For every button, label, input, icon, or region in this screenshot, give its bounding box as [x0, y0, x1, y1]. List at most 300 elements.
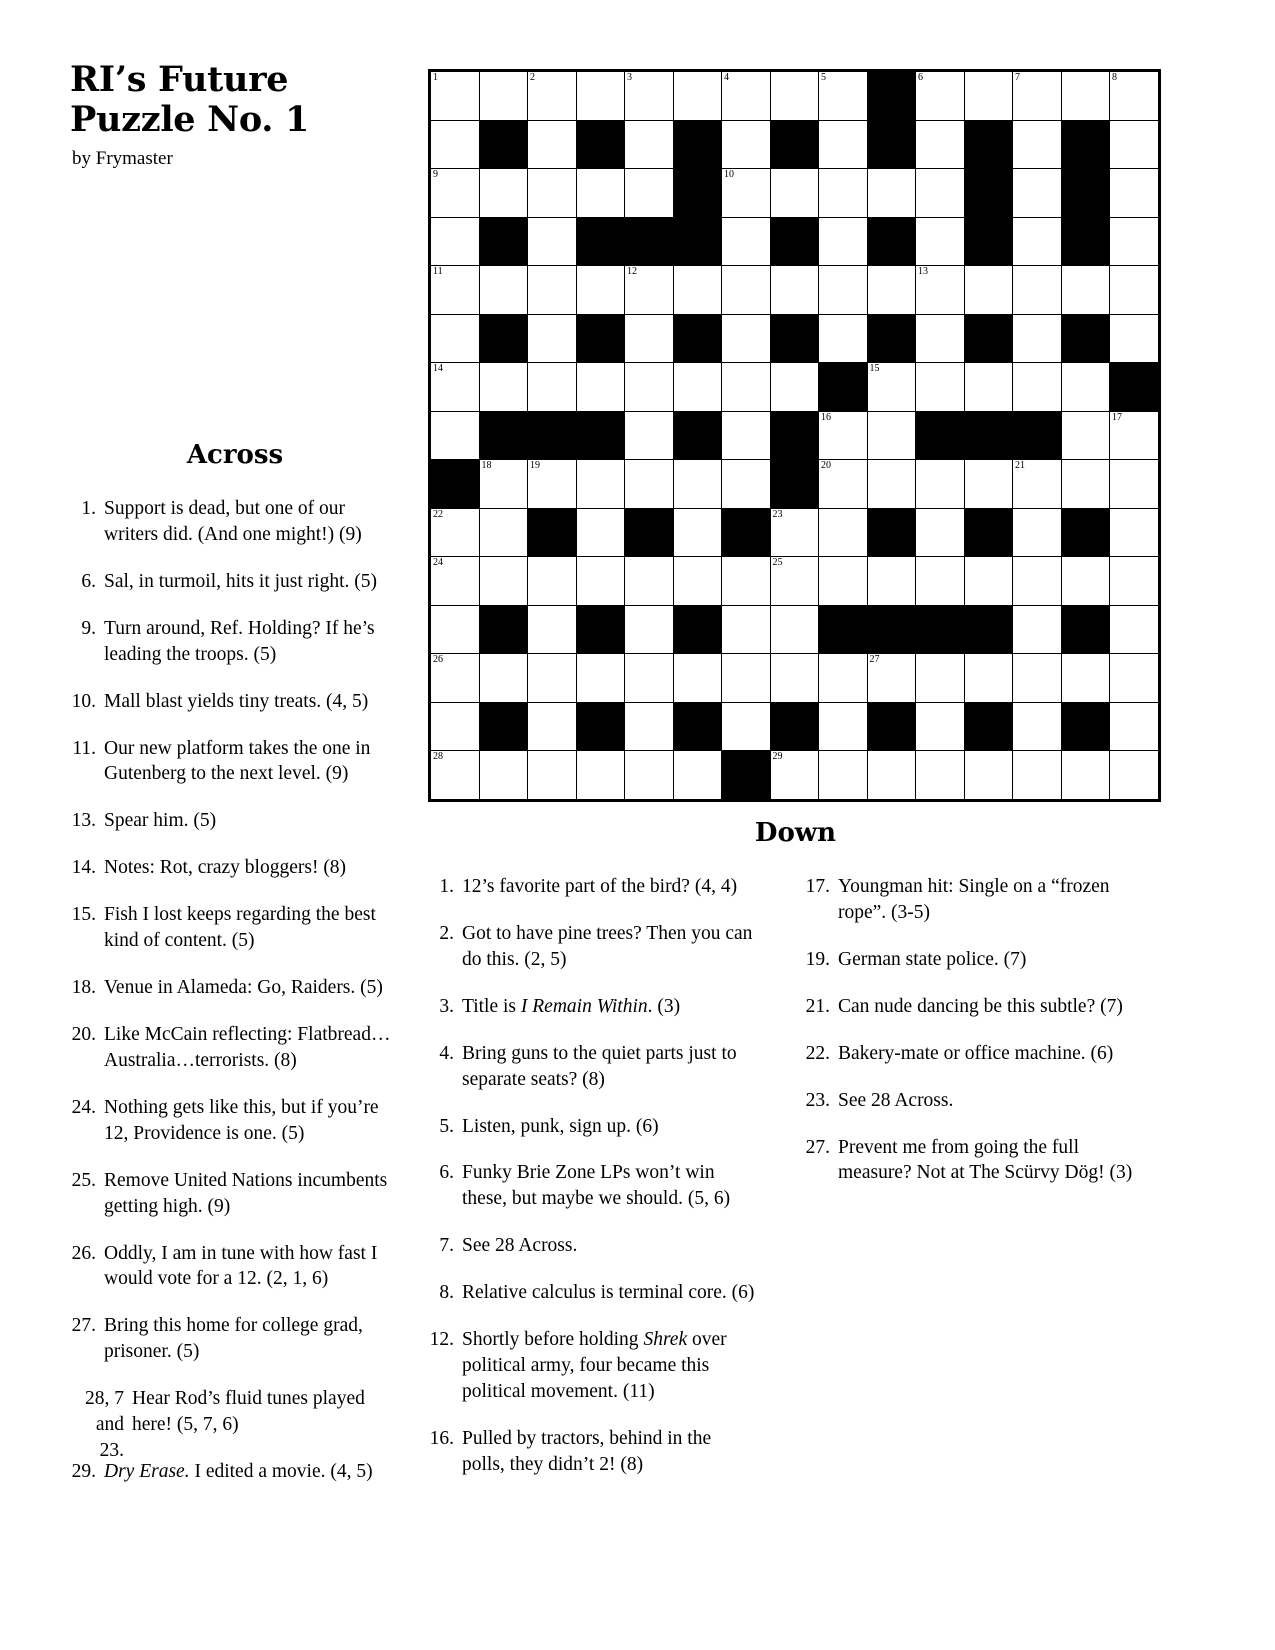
- grid-cell[interactable]: [1110, 72, 1159, 121]
- grid-cell[interactable]: [1110, 460, 1159, 509]
- grid-cell[interactable]: [673, 72, 722, 121]
- grid-cell[interactable]: [867, 557, 916, 606]
- down-clue-text: Relative calculus is terminal core. (6): [462, 1282, 755, 1304]
- grid-cell-block: [964, 120, 1013, 169]
- grid-cell[interactable]: [1110, 508, 1159, 557]
- down-clue-number: 8.: [439, 1282, 454, 1304]
- grid-cell[interactable]: [964, 72, 1013, 121]
- grid-cell[interactable]: [916, 314, 965, 363]
- down-clue-number: 17.: [805, 876, 830, 897]
- grid-cell[interactable]: [625, 411, 674, 460]
- grid-cell[interactable]: [1110, 266, 1159, 315]
- grid-cell[interactable]: [722, 557, 771, 606]
- grid-cell-number: 23: [772, 508, 783, 520]
- grid-cell[interactable]: [722, 72, 771, 121]
- grid-cell[interactable]: [819, 654, 868, 703]
- title-line-1: RI’s Future: [70, 59, 289, 100]
- grid-cell[interactable]: [722, 314, 771, 363]
- down-clue-item[interactable]: [428, 1114, 758, 1140]
- grid-cell-block: [576, 120, 625, 169]
- across-clue-item[interactable]: [70, 808, 400, 834]
- grid-cell[interactable]: [916, 363, 965, 412]
- grid-cell[interactable]: [625, 169, 674, 218]
- grid-cell[interactable]: [1061, 363, 1110, 412]
- across-clue-text: Notes: Rot, crazy bloggers! (8): [104, 857, 347, 879]
- grid-cell[interactable]: [479, 557, 528, 606]
- across-clue-text: Support is dead, but one of our writers did. (And one might!) (9): [104, 498, 362, 545]
- down-clue-text: Can nude dancing be this subtle? (7): [838, 995, 1123, 1017]
- grid-cell[interactable]: [916, 266, 965, 315]
- grid-row: [431, 266, 1159, 315]
- grid-cell[interactable]: [1013, 557, 1062, 606]
- grid-cell-number: 13: [918, 266, 928, 277]
- grid-cell-block: [770, 411, 819, 460]
- grid-cell-number: 8: [1112, 72, 1117, 83]
- grid-cell[interactable]: [431, 217, 480, 266]
- grid-cell[interactable]: [479, 266, 528, 315]
- grid-cell-number: 22: [433, 508, 443, 520]
- grid-cell[interactable]: [964, 460, 1013, 509]
- grid-cell[interactable]: [673, 508, 722, 557]
- title-block: [70, 60, 410, 170]
- grid-cell-block: [819, 605, 868, 654]
- grid-cell[interactable]: [431, 702, 480, 751]
- grid-cell[interactable]: [770, 654, 819, 703]
- grid-cell[interactable]: [916, 72, 965, 121]
- grid-cell-block: [528, 508, 577, 557]
- grid-cell-block: [722, 508, 771, 557]
- grid-cell[interactable]: [1013, 751, 1062, 800]
- grid-cell[interactable]: [528, 120, 577, 169]
- grid-cell[interactable]: [770, 72, 819, 121]
- grid-cell-block: [673, 702, 722, 751]
- grid-cell-block: [770, 314, 819, 363]
- grid-cell[interactable]: [625, 314, 674, 363]
- grid-cell[interactable]: [625, 654, 674, 703]
- across-clue-item[interactable]: [70, 1241, 400, 1293]
- grid-cell[interactable]: [916, 702, 965, 751]
- grid-cell[interactable]: [528, 266, 577, 315]
- grid-cell[interactable]: [479, 363, 528, 412]
- down-clue-text: Bring guns to the quiet parts just to separate seats? (8): [462, 1042, 737, 1090]
- down-column-right: [804, 874, 1134, 1499]
- grid-cell[interactable]: [625, 460, 674, 509]
- grid-cell-number: 3: [627, 72, 632, 83]
- down-clue-text: Got to have pine trees? Then you can do this. (2, 5): [462, 922, 753, 970]
- grid-cell-block: [576, 702, 625, 751]
- grid-cell[interactable]: [625, 557, 674, 606]
- grid-cell[interactable]: [867, 751, 916, 800]
- down-clue-item[interactable]: [804, 874, 1134, 926]
- across-clue-italic: Dry Erase.: [104, 1461, 190, 1483]
- grid-cell[interactable]: [576, 557, 625, 606]
- grid-cell[interactable]: [916, 460, 965, 509]
- down-clue-item[interactable]: [428, 874, 758, 900]
- down-clue-item[interactable]: [428, 1426, 758, 1478]
- grid-cell[interactable]: [722, 605, 771, 654]
- across-clue-number: 14.: [71, 857, 96, 879]
- across-clue-item[interactable]: [70, 1168, 400, 1220]
- grid-cell[interactable]: [722, 411, 771, 460]
- crossword-grid[interactable]: [430, 71, 1159, 800]
- grid-cell-number: 24: [433, 557, 443, 568]
- down-clue-item[interactable]: [428, 1280, 758, 1306]
- grid-cell[interactable]: [528, 702, 577, 751]
- across-clue-item[interactable]: [70, 569, 400, 595]
- grid-cell[interactable]: [916, 169, 965, 218]
- grid-cell[interactable]: [1061, 460, 1110, 509]
- across-clue-number: 6.: [81, 570, 96, 592]
- grid-cell[interactable]: [1110, 557, 1159, 606]
- down-clue-item[interactable]: [428, 1160, 758, 1212]
- grid-cell[interactable]: [1013, 120, 1062, 169]
- grid-cell[interactable]: [819, 217, 868, 266]
- grid-row: [431, 654, 1159, 703]
- grid-row: [431, 605, 1159, 654]
- across-clue-item[interactable]: [70, 616, 400, 668]
- across-clue-item[interactable]: [70, 1459, 400, 1485]
- grid-cell-block: [431, 460, 480, 509]
- across-clue-number: 9.: [81, 617, 96, 639]
- grid-cell-number: 17: [1112, 411, 1122, 423]
- grid-cell[interactable]: [819, 751, 868, 800]
- grid-cell[interactable]: [1013, 217, 1062, 266]
- across-clue-item[interactable]: [70, 736, 400, 788]
- across-clue-number: 10.: [71, 690, 96, 712]
- grid-cell[interactable]: [867, 460, 916, 509]
- down-clue-number: 4.: [439, 1042, 454, 1064]
- across-clue-item[interactable]: [70, 1095, 400, 1147]
- grid-cell[interactable]: [1110, 702, 1159, 751]
- grid-cell-block: [867, 72, 916, 121]
- grid-cell[interactable]: [479, 751, 528, 800]
- down-clue-text: See 28 Across.: [462, 1235, 578, 1257]
- grid-cell[interactable]: [819, 508, 868, 557]
- grid-cell[interactable]: [625, 120, 674, 169]
- grid-cell[interactable]: [673, 363, 722, 412]
- grid-cell[interactable]: [819, 460, 868, 509]
- grid-row: [431, 411, 1159, 460]
- grid-cell[interactable]: [964, 363, 1013, 412]
- grid-cell[interactable]: [1013, 508, 1062, 557]
- grid-cell[interactable]: [722, 169, 771, 218]
- grid-cell[interactable]: [1013, 460, 1062, 509]
- down-clue-text: Listen, punk, sign up. (6): [462, 1115, 659, 1137]
- grid-cell[interactable]: [673, 751, 722, 800]
- grid-cell[interactable]: [479, 72, 528, 121]
- grid-cell[interactable]: [1110, 654, 1159, 703]
- grid-cell[interactable]: [1110, 605, 1159, 654]
- down-clue-number: 3.: [439, 995, 454, 1017]
- grid-cell[interactable]: [528, 314, 577, 363]
- grid-cell[interactable]: [431, 314, 480, 363]
- across-clue-text: Turn around, Ref. Holding? If he’s leading the troops. (5): [104, 617, 375, 665]
- grid-cell[interactable]: [770, 605, 819, 654]
- grid-cell-block: [964, 169, 1013, 218]
- grid-cell[interactable]: [625, 363, 674, 412]
- down-clue-item[interactable]: [804, 994, 1134, 1020]
- grid-cell[interactable]: [625, 266, 674, 315]
- grid-cell[interactable]: [770, 169, 819, 218]
- down-clue-number: 5.: [439, 1115, 454, 1137]
- across-clue-item[interactable]: [70, 1022, 400, 1074]
- grid-cell-block: [479, 120, 528, 169]
- grid-cell[interactable]: [1061, 751, 1110, 800]
- grid-cell[interactable]: [528, 605, 577, 654]
- grid-cell[interactable]: [431, 266, 480, 315]
- down-clue-number: 23.: [805, 1089, 830, 1111]
- grid-cell[interactable]: [916, 557, 965, 606]
- grid-cell[interactable]: [867, 266, 916, 315]
- grid-cell[interactable]: [722, 702, 771, 751]
- grid-cell[interactable]: [867, 411, 916, 460]
- grid-cell-block: [770, 217, 819, 266]
- grid-cell-block: [673, 314, 722, 363]
- across-clue-number: 13.: [71, 810, 96, 832]
- grid-cell-block: [722, 751, 771, 800]
- across-clue-item[interactable]: [70, 855, 400, 881]
- grid-cell[interactable]: [819, 120, 868, 169]
- across-clue-item[interactable]: [70, 1313, 400, 1365]
- grid-cell-block: [964, 702, 1013, 751]
- grid-cell[interactable]: [819, 411, 868, 460]
- grid-cell[interactable]: [916, 508, 965, 557]
- down-clue-item[interactable]: [804, 947, 1134, 973]
- grid-cell[interactable]: [722, 363, 771, 412]
- grid-cell-block: [576, 217, 625, 266]
- grid-cell[interactable]: [431, 363, 480, 412]
- down-column-left: [428, 874, 758, 1499]
- grid-cell[interactable]: [528, 72, 577, 121]
- grid-cell-block: [673, 411, 722, 460]
- grid-row: [431, 508, 1159, 557]
- down-clue-list-right: [804, 874, 1134, 1186]
- grid-cell[interactable]: [673, 557, 722, 606]
- grid-cell[interactable]: [770, 363, 819, 412]
- grid-cell[interactable]: [431, 557, 480, 606]
- down-clue-italic: I Remain Within: [520, 995, 648, 1017]
- grid-cell-block: [479, 411, 528, 460]
- grid-cell[interactable]: [867, 363, 916, 412]
- grid-cell-block: [867, 120, 916, 169]
- grid-cell[interactable]: [576, 751, 625, 800]
- across-clue-number: 11.: [72, 737, 96, 759]
- page-title: [70, 60, 410, 140]
- grid-cell[interactable]: [770, 557, 819, 606]
- across-clue-item[interactable]: [70, 496, 400, 548]
- grid-cell[interactable]: [819, 314, 868, 363]
- grid-cell[interactable]: [576, 266, 625, 315]
- across-clue-text: Like McCain reflecting: Flatbread… Australia…terrorists. (8): [104, 1023, 391, 1071]
- grid-cell[interactable]: [1110, 217, 1159, 266]
- grid-cell[interactable]: [1061, 654, 1110, 703]
- grid-cell[interactable]: [431, 169, 480, 218]
- grid-cell-block: [867, 508, 916, 557]
- grid-cell[interactable]: [431, 411, 480, 460]
- down-clue-list-left: [428, 874, 758, 1478]
- grid-cell[interactable]: [722, 266, 771, 315]
- grid-cell[interactable]: [576, 169, 625, 218]
- across-clue-text: Nothing gets like this, but if you’re 12, Providence is one. (5): [104, 1096, 379, 1144]
- grid-cell[interactable]: [1110, 411, 1159, 460]
- down-clue-item[interactable]: [428, 994, 758, 1020]
- grid-cell[interactable]: [576, 460, 625, 509]
- grid-cell-number: 10: [724, 169, 734, 180]
- grid-cell[interactable]: [722, 217, 771, 266]
- grid-cell[interactable]: [770, 508, 819, 557]
- grid-cell[interactable]: [1061, 411, 1110, 460]
- crossword-grid-container: [428, 69, 1161, 807]
- grid-cell[interactable]: [1013, 72, 1062, 121]
- grid-cell[interactable]: [576, 72, 625, 121]
- grid-cell[interactable]: [867, 169, 916, 218]
- across-clue-item[interactable]: [70, 689, 400, 715]
- down-clue-item[interactable]: [804, 1135, 1134, 1187]
- grid-cell[interactable]: [673, 460, 722, 509]
- grid-cell[interactable]: [770, 266, 819, 315]
- grid-cell[interactable]: [819, 169, 868, 218]
- grid-cell[interactable]: [819, 557, 868, 606]
- grid-cell[interactable]: [576, 508, 625, 557]
- grid-cell[interactable]: [1110, 751, 1159, 800]
- across-clue-text: Remove United Nations incumbents getting high. (9): [104, 1169, 388, 1217]
- grid-cell[interactable]: [1013, 702, 1062, 751]
- grid-cell-number: 1: [433, 72, 438, 83]
- grid-cell[interactable]: [431, 654, 480, 703]
- grid-cell[interactable]: [819, 702, 868, 751]
- down-clue-number: 19.: [805, 948, 830, 970]
- grid-cell[interactable]: [964, 557, 1013, 606]
- grid-cell-number: 5: [821, 72, 826, 83]
- grid-cell[interactable]: [528, 557, 577, 606]
- grid-row: [431, 363, 1159, 412]
- across-clue-text: Hear Rod’s fluid tunes played here! (5, 7, 6): [132, 1388, 365, 1436]
- grid-cell[interactable]: [1013, 266, 1062, 315]
- grid-cell[interactable]: [479, 169, 528, 218]
- grid-cell[interactable]: [528, 654, 577, 703]
- grid-cell-number: 29: [772, 751, 783, 762]
- grid-row: [431, 120, 1159, 169]
- grid-cell-block: [964, 411, 1013, 460]
- grid-cell-number: 27: [869, 654, 880, 665]
- grid-cell-block: [1061, 314, 1110, 363]
- across-clue-number: 28, 7 and 23.: [85, 1388, 124, 1462]
- grid-cell[interactable]: [528, 460, 577, 509]
- grid-cell[interactable]: [770, 751, 819, 800]
- down-clue-item[interactable]: [804, 1041, 1134, 1067]
- grid-cell[interactable]: [625, 72, 674, 121]
- down-clue-text: Youngman hit: Single on a “frozen rope”. (3-5): [838, 876, 1110, 923]
- grid-cell-block: [867, 702, 916, 751]
- grid-cell[interactable]: [625, 751, 674, 800]
- grid-cell[interactable]: [1013, 363, 1062, 412]
- grid-cell[interactable]: [625, 605, 674, 654]
- grid-cell[interactable]: [722, 460, 771, 509]
- grid-cell[interactable]: [1110, 169, 1159, 218]
- across-clue-number: 20.: [71, 1023, 96, 1045]
- grid-cell[interactable]: [479, 460, 528, 509]
- grid-cell[interactable]: [431, 508, 480, 557]
- grid-cell[interactable]: [1013, 314, 1062, 363]
- grid-cell[interactable]: [528, 751, 577, 800]
- grid-cell[interactable]: [819, 72, 868, 121]
- grid-cell[interactable]: [625, 702, 674, 751]
- down-clue-item[interactable]: [428, 1233, 758, 1259]
- grid-cell[interactable]: [916, 751, 965, 800]
- grid-cell-number: 12: [627, 266, 637, 277]
- across-clue-item[interactable]: [70, 1386, 400, 1462]
- grid-cell-block: [770, 120, 819, 169]
- crossword-grid-border: [428, 69, 1161, 802]
- down-heading: Down: [754, 818, 837, 848]
- grid-cell-block: [673, 169, 722, 218]
- grid-cell-number: 25: [772, 557, 783, 568]
- grid-cell[interactable]: [431, 120, 480, 169]
- down-clue-item[interactable]: [428, 1041, 758, 1093]
- grid-cell[interactable]: [431, 605, 480, 654]
- grid-cell[interactable]: [1061, 557, 1110, 606]
- grid-row: [431, 557, 1159, 606]
- grid-cell[interactable]: [722, 120, 771, 169]
- across-clue-item[interactable]: [70, 975, 400, 1001]
- down-clue-text: Pulled by tractors, behind in the polls, they didn’t 2! (8): [462, 1427, 712, 1475]
- grid-cell[interactable]: [673, 654, 722, 703]
- grid-cell[interactable]: [528, 169, 577, 218]
- grid-cell-block: [964, 314, 1013, 363]
- across-clue-item[interactable]: [70, 902, 400, 954]
- grid-cell[interactable]: [916, 654, 965, 703]
- grid-cell[interactable]: [1061, 72, 1110, 121]
- grid-cell[interactable]: [722, 654, 771, 703]
- down-clue-text: See 28 Across.: [838, 1089, 954, 1111]
- grid-cell[interactable]: [528, 217, 577, 266]
- down-clue-italic: Shrek: [643, 1329, 688, 1351]
- grid-cell-number: 21: [1015, 460, 1025, 471]
- grid-cell-block: [625, 217, 674, 266]
- grid-cell-block: [528, 411, 577, 460]
- grid-cell[interactable]: [964, 751, 1013, 800]
- grid-cell[interactable]: [1061, 266, 1110, 315]
- grid-cell[interactable]: [964, 266, 1013, 315]
- down-clue-item[interactable]: [428, 921, 758, 973]
- grid-cell[interactable]: [431, 72, 480, 121]
- grid-cell[interactable]: [673, 266, 722, 315]
- grid-cell[interactable]: [916, 120, 965, 169]
- grid-cell[interactable]: [528, 363, 577, 412]
- grid-cell-number: 9: [433, 169, 438, 180]
- grid-cell[interactable]: [867, 654, 916, 703]
- grid-cell[interactable]: [1013, 654, 1062, 703]
- grid-cell[interactable]: [1013, 605, 1062, 654]
- grid-cell[interactable]: [1110, 120, 1159, 169]
- grid-cell[interactable]: [964, 654, 1013, 703]
- grid-cell-block: [1061, 217, 1110, 266]
- grid-cell-block: [819, 363, 868, 412]
- grid-cell[interactable]: [819, 266, 868, 315]
- down-clue-item[interactable]: [428, 1327, 758, 1405]
- down-clue-item[interactable]: [804, 1088, 1134, 1114]
- across-clue-number: 29.: [71, 1461, 96, 1483]
- grid-cell[interactable]: [576, 654, 625, 703]
- grid-cell[interactable]: [479, 508, 528, 557]
- grid-cell[interactable]: [1013, 169, 1062, 218]
- grid-cell[interactable]: [576, 363, 625, 412]
- across-clue-list: [70, 496, 400, 1485]
- grid-cell[interactable]: [431, 751, 480, 800]
- grid-cell[interactable]: [916, 217, 965, 266]
- grid-cell[interactable]: [479, 654, 528, 703]
- grid-cell[interactable]: [1110, 314, 1159, 363]
